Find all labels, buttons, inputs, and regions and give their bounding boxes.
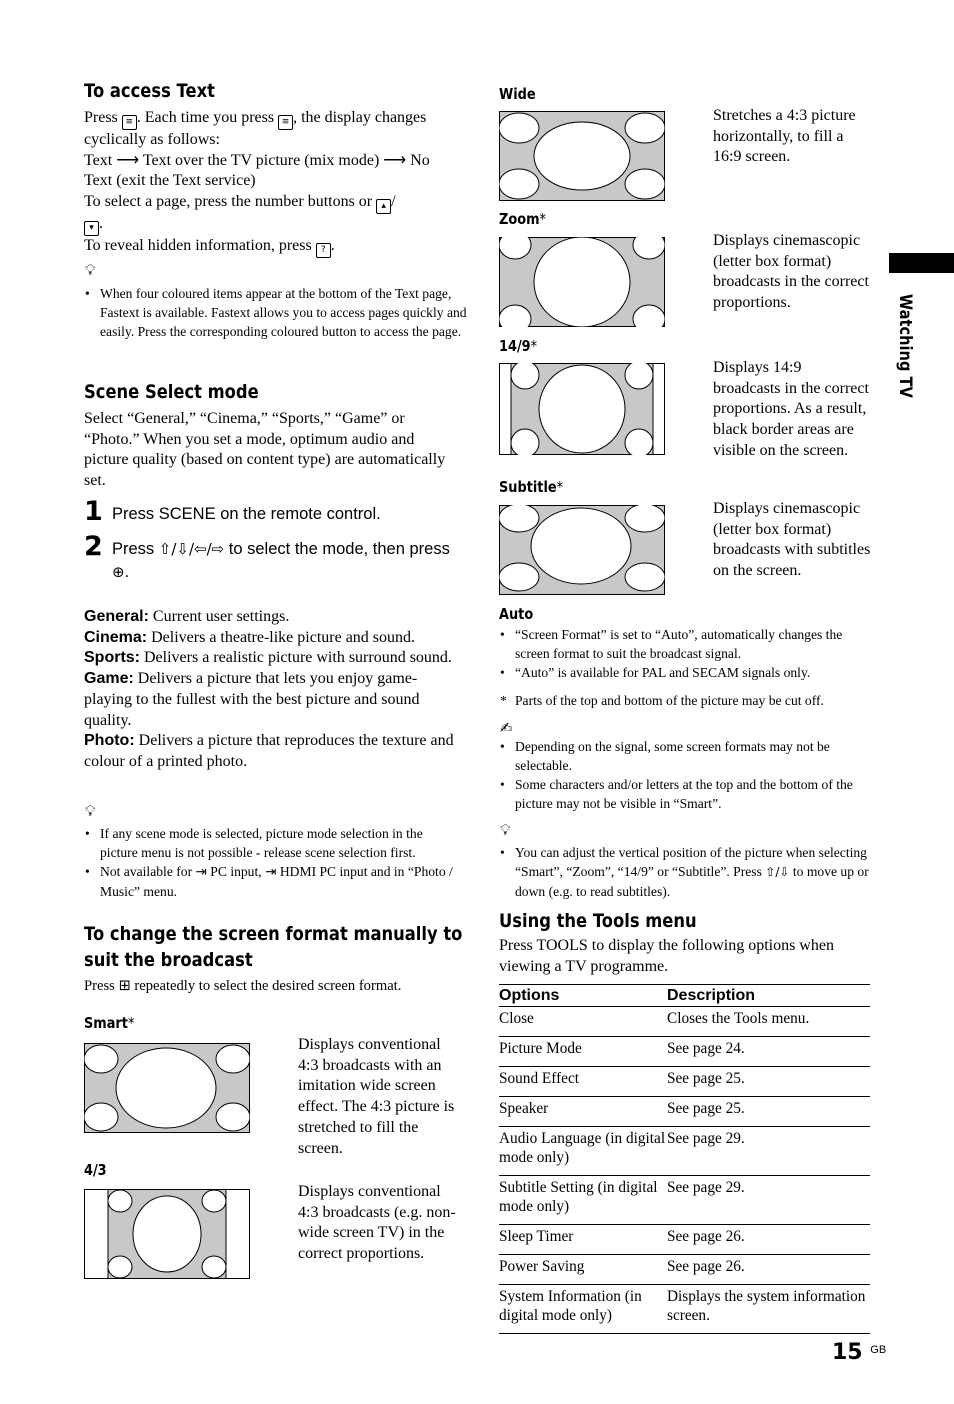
step-2-text: Press ⇧/⇩/⇦/⇨ to select the mode, then press ⊕. [112, 540, 450, 581]
format-desc-zoom: Displays cinemascopic (letter box format) broadcasts in the correct proportions. [713, 232, 869, 312]
screen-format-diagram [84, 1189, 250, 1279]
step-number: 1 [84, 496, 103, 527]
description-cell: See page 29. [667, 1127, 870, 1176]
chapter-tab-marker [889, 253, 954, 273]
format-label-14-9: 14/9* [499, 337, 538, 355]
description-cell: See page 26. [667, 1225, 870, 1255]
reveal-icon: ? [316, 243, 331, 258]
option-cell: System Information (in digital mode only) [499, 1285, 667, 1334]
page-down-icon: ▾ [84, 221, 99, 236]
table-row [499, 1225, 870, 1255]
format-desc-14-9: Displays 14:9 broadcasts in the correct proportions. As a result, black border areas are visible on the screen. [713, 359, 869, 459]
notes [499, 737, 871, 813]
auto-bullet: • “Auto” is available for PAL and SECAM signals only. [499, 663, 871, 682]
scene-select-tips [84, 824, 456, 901]
navigation-arrows-icon: ⇧/⇩ [765, 865, 790, 879]
access-text-tip: • When four coloured items appear at the bottom of the Text page, Fastext is available. Fastext allows you to access pages quickly and easily. Press the corresponding coloured button to access the page. [84, 284, 470, 341]
right-column [499, 0, 871, 1324]
screen-format-diagram [499, 505, 665, 595]
description-cell: See page 25. [667, 1067, 870, 1097]
step-1-text: Press SCENE on the remote control. [112, 505, 381, 523]
format-desc-smart: Displays conventional 4:3 broadcasts with an imitation wide screen effect. The 4:3 picture is stretched to fill the screen. [298, 1036, 455, 1157]
scene-mode-item: Cinema: Delivers a theatre-like picture and sound. [84, 628, 416, 646]
tip-icon: 💡︎ [500, 821, 511, 839]
column-header-description: Description [667, 985, 870, 1007]
format-label-4-3: 4/3 [84, 1161, 107, 1179]
note-item: • Depending on the signal, some screen formats may not be selectable. [499, 737, 871, 775]
scene-mode-item: Game: Delivers a picture that lets you enjoy game-playing to the fullest with the best picture and sound quality. [84, 670, 420, 729]
screen-format-diagram [499, 237, 665, 327]
column-header-options: Options [499, 985, 667, 1007]
note-item: • Some characters and/or letters at the top and the bottom of the picture may not be visible in “Smart”. [499, 775, 871, 813]
access-text-heading: To access Text [84, 80, 215, 102]
screen-format-intro: Press ⊞ repeatedly to select the desired screen format. [84, 977, 402, 994]
table-row [499, 1037, 870, 1067]
tools-menu-heading: Using the Tools menu [499, 910, 697, 932]
navigation-arrows-icon: ⇧/⇩/⇦/⇨ [158, 540, 225, 558]
text-button-icon: ≡ [122, 115, 137, 130]
format-label-zoom: Zoom* [499, 210, 546, 228]
auto-bullet: • “Screen Format” is set to “Auto”, automatically changes the screen format to suit the broadcast signal. [499, 625, 871, 663]
scene-select-heading: Scene Select mode [84, 381, 259, 403]
format-tip: • You can adjust the vertical position of the picture when selecting “Smart”, “Zoom”, “14/9” or “Subtitle”. Press ⇧/⇩ to move up or down (e.g. to read subtitles). [499, 843, 871, 901]
scene-mode-item: General: Current user settings. [84, 608, 290, 625]
tip-icon: 💡︎ [85, 802, 96, 820]
tools-menu-intro: Press TOOLS to display the following options when viewing a TV programme. [499, 937, 834, 975]
format-desc-4-3: Displays conventional 4:3 broadcasts (e.g. non-wide screen TV) in the correct proportions. [298, 1183, 456, 1263]
screen-format-heading: To change the screen format manually to suit the broadcast [84, 923, 463, 971]
description-cell: Displays the system information screen. [667, 1285, 870, 1334]
format-desc-subtitle: Displays cinemascopic (letter box format) broadcasts with subtitles on the screen. [713, 500, 871, 580]
format-label-wide: Wide [499, 85, 536, 103]
input-icon: ⇥ [265, 864, 277, 880]
format-label-subtitle: Subtitle* [499, 478, 564, 496]
text-button-icon: ≡ [278, 115, 293, 130]
description-cell: See page 26. [667, 1255, 870, 1285]
option-cell: Picture Mode [499, 1037, 667, 1067]
arrow-right-icon: ⟶ [383, 151, 407, 169]
screen-format-diagram [499, 363, 665, 455]
tip-item: • If any scene mode is selected, picture mode selection in the picture menu is not possible - release scene selection first. [84, 824, 456, 862]
option-cell: Audio Language (in digital mode only) [499, 1127, 667, 1176]
table-row [499, 1097, 870, 1127]
tools-options-table [499, 984, 870, 1334]
description-cell: See page 29. [667, 1176, 870, 1225]
option-cell: Close [499, 1007, 667, 1037]
option-cell: Subtitle Setting (in digital mode only) [499, 1176, 667, 1225]
format-desc-wide: Stretches a 4:3 picture horizontally, to fill a 16:9 screen. [713, 107, 856, 166]
scene-select-intro: Select “General,” “Cinema,” “Sports,” “Game” or “Photo.” When you set a mode, optimum audio and picture quality (based on content type) are automatically set. [84, 410, 446, 490]
wide-mode-icon: ⊞ [118, 977, 131, 994]
table-row [499, 1176, 870, 1225]
arrow-right-icon: ⟶ [116, 151, 140, 169]
scene-mode-item: Sports: Delivers a realistic picture with surround sound. [84, 649, 452, 667]
description-cell: Closes the Tools menu. [667, 1007, 870, 1037]
scene-mode-list [84, 607, 459, 773]
page-number: 15 $^{GB}$ [832, 1340, 887, 1365]
step-number: 2 [84, 531, 103, 562]
table-row [499, 1067, 870, 1097]
scene-mode-item: Photo: Delivers a picture that reproduces the texture and colour of a printed photo. [84, 732, 454, 770]
left-column [84, 0, 467, 1263]
description-cell: See page 24. [667, 1037, 870, 1067]
access-text-body: Press ≡ . Each time you press ≡ , the display changes cyclically as follows: Text ⟶ Text over the TV picture (mix mode) ⟶ No Text (exit the Text service) To select a page, press the number buttons or ▴ / ▾ . To reveal hidden information, press ? . [84, 108, 459, 258]
table-row [499, 1127, 870, 1176]
table-row [499, 1255, 870, 1285]
chapter-side-label: Watching TV [895, 294, 915, 398]
page-up-icon: ▴ [376, 199, 391, 214]
option-cell: Power Saving [499, 1255, 667, 1285]
option-cell: Speaker [499, 1097, 667, 1127]
table-row [499, 1285, 870, 1334]
option-cell: Sleep Timer [499, 1225, 667, 1255]
format-label-smart: Smart* [84, 1014, 135, 1032]
tip-item: • Not available for ⇥ PC input, ⇥ HDMI PC input and in “Photo / Music” menu. [84, 862, 456, 901]
screen-format-diagram [499, 111, 665, 201]
tip-icon: 💡︎ [85, 261, 96, 279]
select-circle-icon: ⊕ [112, 563, 125, 581]
footnote: * Parts of the top and bottom of the picture may be cut off. [500, 693, 824, 708]
auto-bullets [499, 625, 871, 682]
option-cell: Sound Effect [499, 1067, 667, 1097]
screen-format-diagram [84, 1043, 250, 1133]
table-row [499, 1007, 870, 1037]
note-pencil-icon: ✍︎ [500, 719, 513, 737]
table-header-row [499, 985, 870, 1007]
description-cell: See page 25. [667, 1097, 870, 1127]
format-label-auto: Auto [499, 605, 534, 623]
input-icon: ⇥ [195, 864, 207, 880]
